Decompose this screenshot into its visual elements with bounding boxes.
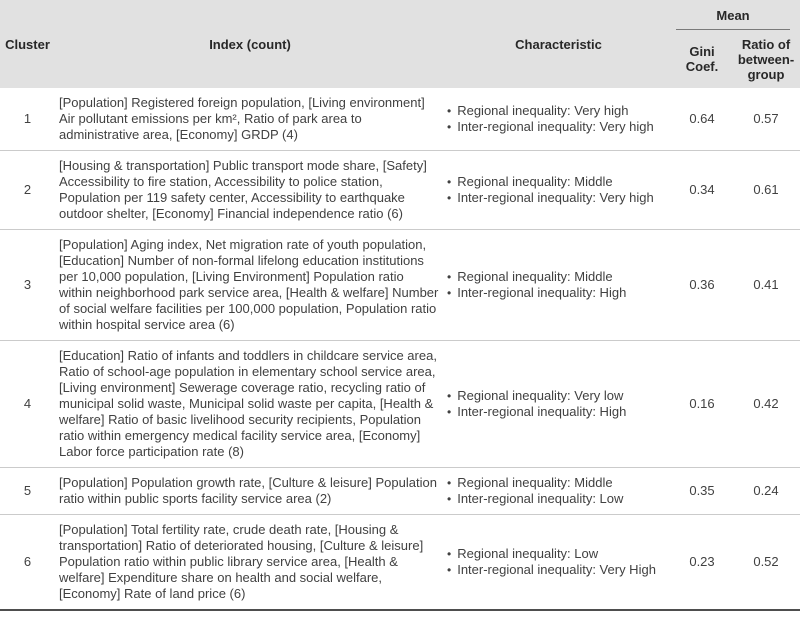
cluster-number: 2 — [0, 151, 55, 230]
bullet-icon: • — [447, 389, 452, 403]
index-cell: [Population] Registered foreign population, [Living environment] Air pollutant emissions per km², Ratio of park area to administrative area, [Economy] GRDP (4) — [55, 88, 445, 151]
column-header-ratio-between-group: Ratio of between-group — [732, 30, 800, 88]
characteristic-text: Regional inequality: Very low — [457, 388, 624, 403]
table-header — [0, 0, 800, 88]
characteristic-cell — [445, 151, 672, 230]
characteristic-text: Regional inequality: Middle — [457, 174, 613, 189]
ratio-between-group-value: 0.42 — [732, 341, 800, 468]
column-header-index: Index (count) — [55, 0, 445, 88]
table-row-cluster-3 — [0, 230, 800, 341]
cluster-number: 6 — [0, 515, 55, 611]
characteristic-text: Inter-regional inequality: Very high — [457, 119, 654, 134]
characteristic-text: Inter-regional inequality: Very high — [457, 190, 654, 205]
ratio-between-group-value: 0.57 — [732, 88, 800, 151]
characteristic-item — [447, 475, 668, 491]
index-cell: [Housing & transportation] Public transport mode share, [Safety] Accessibility to fire station, Accessibility to police station, Population per 119 safety center, Accessibility to earthquake outdoor shelter, [Economy] Financial independence ratio (6) — [55, 151, 445, 230]
bullet-icon: • — [447, 270, 452, 284]
table-row-cluster-1 — [0, 88, 800, 151]
characteristic-item — [447, 562, 668, 578]
bullet-icon: • — [447, 492, 452, 506]
column-header-characteristic: Characteristic — [445, 0, 672, 88]
characteristic-item — [447, 404, 668, 420]
characteristic-item — [447, 546, 668, 562]
characteristic-text: Inter-regional inequality: High — [457, 404, 627, 419]
column-header-cluster: Cluster — [0, 0, 55, 88]
characteristic-item — [447, 491, 668, 507]
table-row-cluster-5 — [0, 468, 800, 515]
gini-coef-value: 0.64 — [672, 88, 732, 151]
characteristic-text: Inter-regional inequality: Low — [457, 491, 624, 506]
index-cell: [Population] Population growth rate, [Culture & leisure] Population ratio within public sports facility service area (2) — [55, 468, 445, 515]
gini-coef-value: 0.35 — [672, 468, 732, 515]
index-cell: [Population] Aging index, Net migration rate of youth population, [Education] Number of non-formal lifelong education institutions per 10,000 population, [Living Environment] Population ratio within neighborhood park service area, [Health & welfare] Number of social welfare facilities per 100,000 population, Population ratio within hospital service area (6) — [55, 230, 445, 341]
index-cell: [Education] Ratio of infants and toddlers in childcare service area, Ratio of school-age population in elementary school service area, [Living environment] Sewerage coverage ratio, recycling ratio of municipal solid waste, Municipal solid waste per capita, [Health & welfare] Ratio of basic livelihood security recipients, Population ratio within emergency medical facility service area, [Economy] Labor force participation rate (8) — [55, 341, 445, 468]
bullet-icon: • — [447, 104, 452, 118]
ratio-between-group-value: 0.61 — [732, 151, 800, 230]
cluster-number: 3 — [0, 230, 55, 341]
gini-coef-value: 0.16 — [672, 341, 732, 468]
gini-coef-value: 0.36 — [672, 230, 732, 341]
characteristic-item — [447, 119, 668, 135]
bullet-icon: • — [447, 286, 452, 300]
characteristic-item — [447, 388, 668, 404]
column-header-gini-coef: Gini Coef. — [672, 30, 732, 88]
characteristic-item — [447, 285, 668, 301]
column-header-mean-group — [672, 0, 800, 30]
cluster-number: 5 — [0, 468, 55, 515]
characteristic-cell — [445, 515, 672, 611]
characteristic-text: Inter-regional inequality: High — [457, 285, 627, 300]
bullet-icon: • — [447, 175, 452, 189]
characteristic-item — [447, 103, 668, 119]
characteristic-item — [447, 190, 668, 206]
characteristic-cell — [445, 88, 672, 151]
gini-coef-value: 0.23 — [672, 515, 732, 611]
table-body — [0, 88, 800, 610]
table-row-cluster-4 — [0, 341, 800, 468]
characteristic-text: Regional inequality: Middle — [457, 269, 613, 284]
bullet-icon: • — [447, 120, 452, 134]
bullet-icon: • — [447, 191, 452, 205]
characteristic-cell — [445, 341, 672, 468]
characteristic-cell — [445, 230, 672, 341]
characteristic-item — [447, 174, 668, 190]
ratio-between-group-value: 0.41 — [732, 230, 800, 341]
ratio-between-group-value: 0.24 — [732, 468, 800, 515]
bullet-icon: • — [447, 405, 452, 419]
characteristic-text: Inter-regional inequality: Very High — [457, 562, 656, 577]
gini-coef-value: 0.34 — [672, 151, 732, 230]
bullet-icon: • — [447, 563, 452, 577]
characteristic-text: Regional inequality: Low — [457, 546, 599, 561]
table-row-cluster-6 — [0, 515, 800, 611]
characteristic-text: Regional inequality: Middle — [457, 475, 613, 490]
table-row-cluster-2 — [0, 151, 800, 230]
cluster-number: 4 — [0, 341, 55, 468]
bullet-icon: • — [447, 476, 452, 490]
characteristic-item — [447, 269, 668, 285]
cluster-number: 1 — [0, 88, 55, 151]
column-header-mean: Mean — [676, 0, 790, 30]
characteristic-cell — [445, 468, 672, 515]
bullet-icon: • — [447, 547, 452, 561]
ratio-between-group-value: 0.52 — [732, 515, 800, 611]
index-cell: [Population] Total fertility rate, crude death rate, [Housing & transportation] Ratio of deteriorated housing, [Culture & leisure] Population ratio within public library service area, [Health & welfare] Expenditure share on health and social welfare, [Economy] Rate of land price (6) — [55, 515, 445, 611]
characteristic-text: Regional inequality: Very high — [457, 103, 629, 118]
